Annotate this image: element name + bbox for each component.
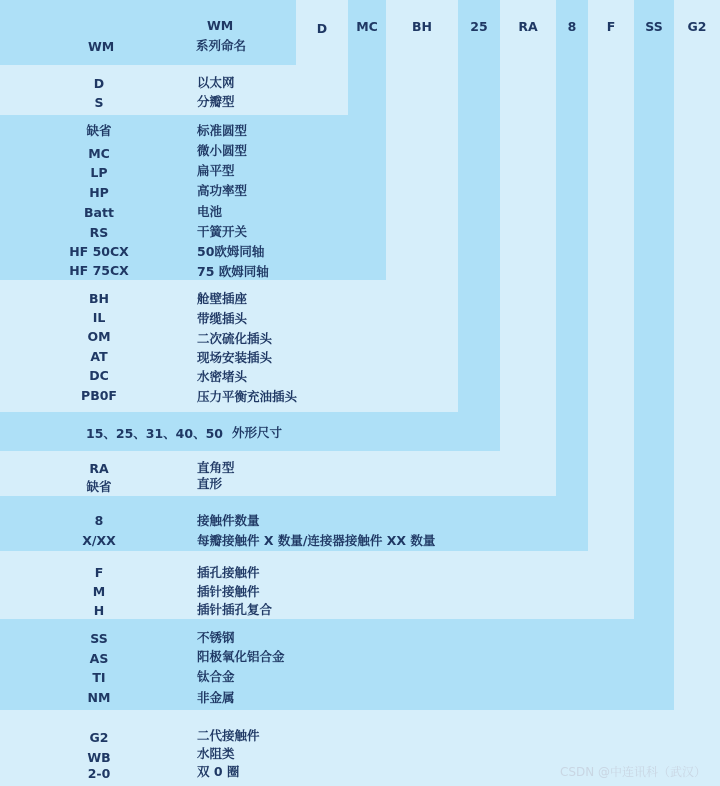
code-cell: IL bbox=[92, 310, 106, 325]
code-cell: RA bbox=[89, 461, 109, 476]
desc-cell: 高功率型 bbox=[197, 183, 248, 198]
code-cell: AS bbox=[89, 651, 109, 666]
code-cell: 缺省 bbox=[86, 479, 112, 494]
code-cell: RS bbox=[89, 225, 109, 240]
code-cell: MC bbox=[88, 146, 110, 161]
desc-cell: 插孔接触件 bbox=[197, 565, 260, 580]
header-col-mc: MC bbox=[356, 19, 378, 34]
bg-col-ra bbox=[500, 0, 556, 496]
code-cell: X/XX bbox=[82, 533, 116, 548]
desc-cell: 非金属 bbox=[197, 690, 235, 705]
code-cell: Batt bbox=[84, 205, 114, 220]
code-cell: NM bbox=[87, 690, 111, 705]
desc-cell: 双 0 圈 bbox=[197, 764, 240, 779]
desc-cell: 压力平衡充油插头 bbox=[197, 389, 298, 404]
code-cell: M bbox=[92, 584, 106, 599]
desc-cell: 不锈钢 bbox=[197, 630, 235, 645]
desc-cell: 以太网 bbox=[197, 75, 235, 90]
header-col-25: 25 bbox=[470, 19, 488, 34]
code-cell: OM bbox=[87, 329, 111, 344]
code-cell: 缺省 bbox=[86, 123, 112, 138]
code-cell: 2-0 bbox=[87, 766, 111, 781]
desc-cell: 现场安装插头 bbox=[197, 350, 273, 365]
header-wm-top: WM bbox=[207, 18, 234, 33]
code-cell: SS bbox=[90, 631, 108, 646]
code-cell: PB0F bbox=[81, 388, 117, 403]
code-cell: H bbox=[93, 603, 105, 618]
desc-cell: 微小圆型 bbox=[197, 143, 248, 158]
desc-cell: 插针接触件 bbox=[197, 584, 260, 599]
header-col-8: 8 bbox=[567, 19, 577, 34]
size-desc: 外形尺寸 bbox=[232, 425, 283, 440]
desc-cell: 75 欧姆同轴 bbox=[197, 264, 269, 279]
code-cell: HP bbox=[89, 185, 109, 200]
code-cell: D bbox=[93, 76, 105, 91]
code-cell: AT bbox=[90, 349, 108, 364]
code-cell: DC bbox=[89, 368, 109, 383]
code-cell: TI bbox=[92, 670, 106, 685]
desc-cell: 分瓣型 bbox=[197, 94, 235, 109]
header-col-ss: SS bbox=[645, 19, 663, 34]
header-col-bh: BH bbox=[412, 19, 432, 34]
desc-cell: 阳极氧化铝合金 bbox=[197, 649, 285, 664]
header-wm-code: WM bbox=[88, 39, 115, 54]
desc-cell: 插针插孔复合 bbox=[197, 602, 273, 617]
bg-col-25 bbox=[458, 0, 500, 451]
desc-cell: 50欧姆同轴 bbox=[197, 244, 265, 259]
header-col-ra: RA bbox=[518, 19, 538, 34]
header-col-d: D bbox=[316, 21, 328, 36]
code-cell: F bbox=[94, 565, 104, 580]
code-cell: HF 50CX bbox=[69, 244, 129, 259]
desc-cell: 水密堵头 bbox=[197, 369, 248, 384]
desc-cell: 钛合金 bbox=[197, 669, 235, 684]
watermark: CSDN @中连讯科（武汉） bbox=[559, 765, 706, 779]
bg-col-8 bbox=[556, 0, 588, 551]
desc-cell: 电池 bbox=[197, 204, 223, 219]
bg-wm-header-cell bbox=[0, 0, 296, 65]
desc-cell: 二次硫化插头 bbox=[197, 331, 273, 346]
desc-cell: 舱壁插座 bbox=[197, 291, 248, 306]
size-codes: 15、25、31、40、50 bbox=[86, 426, 223, 441]
code-cell: WB bbox=[87, 750, 111, 765]
desc-cell: 标准圆型 bbox=[197, 123, 248, 138]
header-col-g2: G2 bbox=[687, 19, 707, 34]
desc-cell: 扁平型 bbox=[197, 163, 235, 178]
code-cell: S bbox=[94, 95, 104, 110]
desc-cell: 接触件数量 bbox=[197, 513, 260, 528]
desc-cell: 直角型 bbox=[197, 460, 235, 475]
desc-cell: 水阻类 bbox=[197, 746, 235, 761]
code-cell: HF 75CX bbox=[69, 263, 129, 278]
desc-cell: 干簧开关 bbox=[197, 224, 248, 239]
desc-cell: 每瓣接触件 X 数量/连接器接触件 XX 数量 bbox=[197, 533, 436, 548]
bg-col-ss bbox=[634, 0, 674, 710]
code-cell: 8 bbox=[94, 513, 104, 528]
desc-cell: 带缆插头 bbox=[197, 311, 248, 326]
code-cell: LP bbox=[90, 165, 108, 180]
bg-col-f bbox=[588, 0, 634, 619]
bg-col-g2 bbox=[674, 0, 720, 786]
desc-cell: 直形 bbox=[197, 476, 223, 491]
desc-cell: 二代接触件 bbox=[197, 728, 260, 743]
code-cell: G2 bbox=[89, 730, 109, 745]
header-col-f: F bbox=[606, 19, 616, 34]
code-cell: BH bbox=[89, 291, 109, 306]
header-wm-sub: 系列命名 bbox=[196, 38, 247, 53]
